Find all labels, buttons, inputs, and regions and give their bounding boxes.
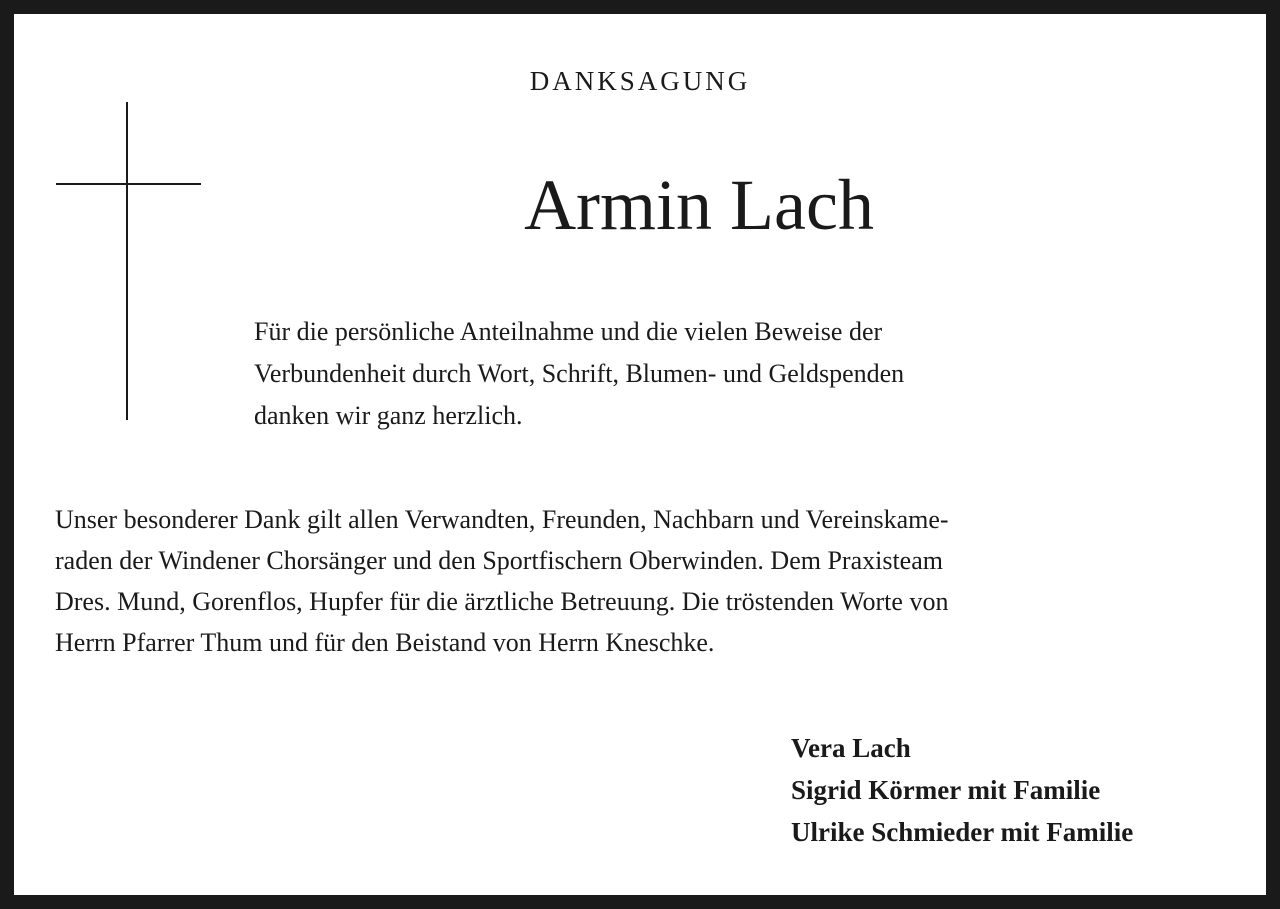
- thanks-paragraph: [55, 499, 1225, 663]
- cross-vertical-bar: [126, 102, 128, 420]
- body-line: Herrn Pfarrer Thum und für den Beistand von Herrn Kneschke.: [55, 628, 715, 657]
- signature-line: Ulrike Schmieder mit Familie: [791, 817, 1134, 847]
- signature-block: [791, 727, 1133, 853]
- intro-line: Verbundenheit durch Wort, Schrift, Blumen- und Geldspenden: [254, 359, 905, 388]
- signature-line: Sigrid Körmer mit Familie: [791, 775, 1101, 805]
- intro-paragraph: [254, 311, 1154, 437]
- intro-line: danken wir ganz herzlich.: [254, 401, 523, 430]
- deceased-name: Armin Lach: [524, 165, 874, 245]
- intro-line: Für die persönliche Anteilnahme und die vielen Beweise der: [254, 317, 883, 346]
- signature-line: Vera Lach: [791, 733, 911, 763]
- notice-heading: DANKSAGUNG: [529, 66, 751, 96]
- body-line: raden der Windener Chorsänger und den Sportfischern Oberwinden. Dem Praxisteam: [55, 546, 943, 575]
- body-line: Dres. Mund, Gorenflos, Hupfer für die ärztliche Betreuung. Die tröstenden Worte von: [55, 587, 949, 616]
- body-line: Unser besonderer Dank gilt allen Verwandten, Freunden, Nachbarn und Vereinskame-: [55, 505, 949, 534]
- obituary-notice: [14, 14, 1266, 895]
